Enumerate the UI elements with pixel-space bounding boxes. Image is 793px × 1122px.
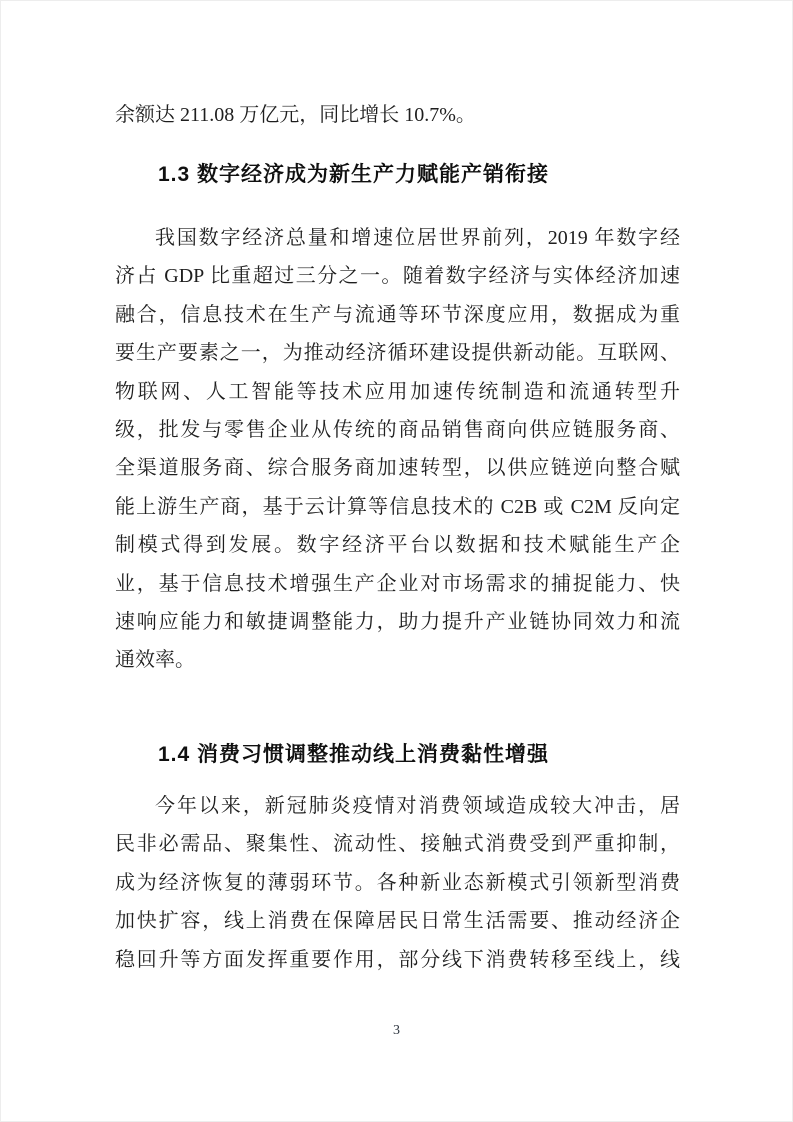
text-line: 能上游生产商，基于云计算等信息技术的 C2B 或 C2M 反向定	[115, 495, 680, 518]
text-line: 稳回升等方面发挥重要作用，部分线下消费转移至线上，线	[115, 948, 680, 971]
text-line: 通效率。	[115, 649, 195, 672]
text-line: 要生产要素之一，为推动经济循环建设提供新动能。互联网、	[115, 342, 680, 365]
text-line: 级，批发与零售企业从传统的商品销售商向供应链服务商、	[115, 418, 680, 441]
section-heading-1-4: 1.4 消费习惯调整推动线上消费黏性增强	[158, 743, 550, 766]
text-line: 融合，信息技术在生产与流通等环节深度应用，数据成为重	[115, 303, 680, 326]
text-line: 制模式得到发展。数字经济平台以数据和技术赋能生产企	[115, 534, 680, 557]
text-line: 我国数字经济总量和增速位居世界前列，2019 年数字经	[155, 227, 680, 249]
section-1-3-paragraph	[115, 219, 680, 680]
text-line: 济占 GDP 比重超过三分之一。随着数字经济与实体经济加速	[115, 265, 680, 288]
text-line: 今年以来，新冠肺炎疫情对消费领域造成较大冲击，居	[155, 795, 680, 817]
text-line: 民非必需品、聚集性、流动性、接触式消费受到严重抑制，	[115, 833, 680, 856]
text-line: 物联网、人工智能等技术应用加速传统制造和流通转型升	[115, 380, 680, 403]
text-line: 加快扩容，线上消费在保障居民日常生活需要、推动经济企	[115, 910, 680, 933]
text-line: 速响应能力和敏捷调整能力，助力提升产业链协同效力和流	[115, 610, 680, 633]
text-line: 成为经济恢复的薄弱环节。各种新业态新模式引领新型消费	[115, 871, 680, 894]
page-number: 3	[393, 1023, 400, 1038]
section-heading-1-3: 1.3 数字经济成为新生产力赋能产销衔接	[158, 163, 550, 186]
section-1-4-paragraph	[115, 787, 680, 979]
text-line: 全渠道服务商、综合服务商加速转型，以供应链逆向整合赋	[115, 457, 680, 480]
text-line: 业，基于信息技术增强生产企业对市场需求的捕捉能力、快	[115, 572, 680, 595]
text-line: 余额达 211.08 万亿元，同比增长 10.7%。	[115, 104, 476, 126]
paragraph-continuation	[115, 96, 680, 134]
